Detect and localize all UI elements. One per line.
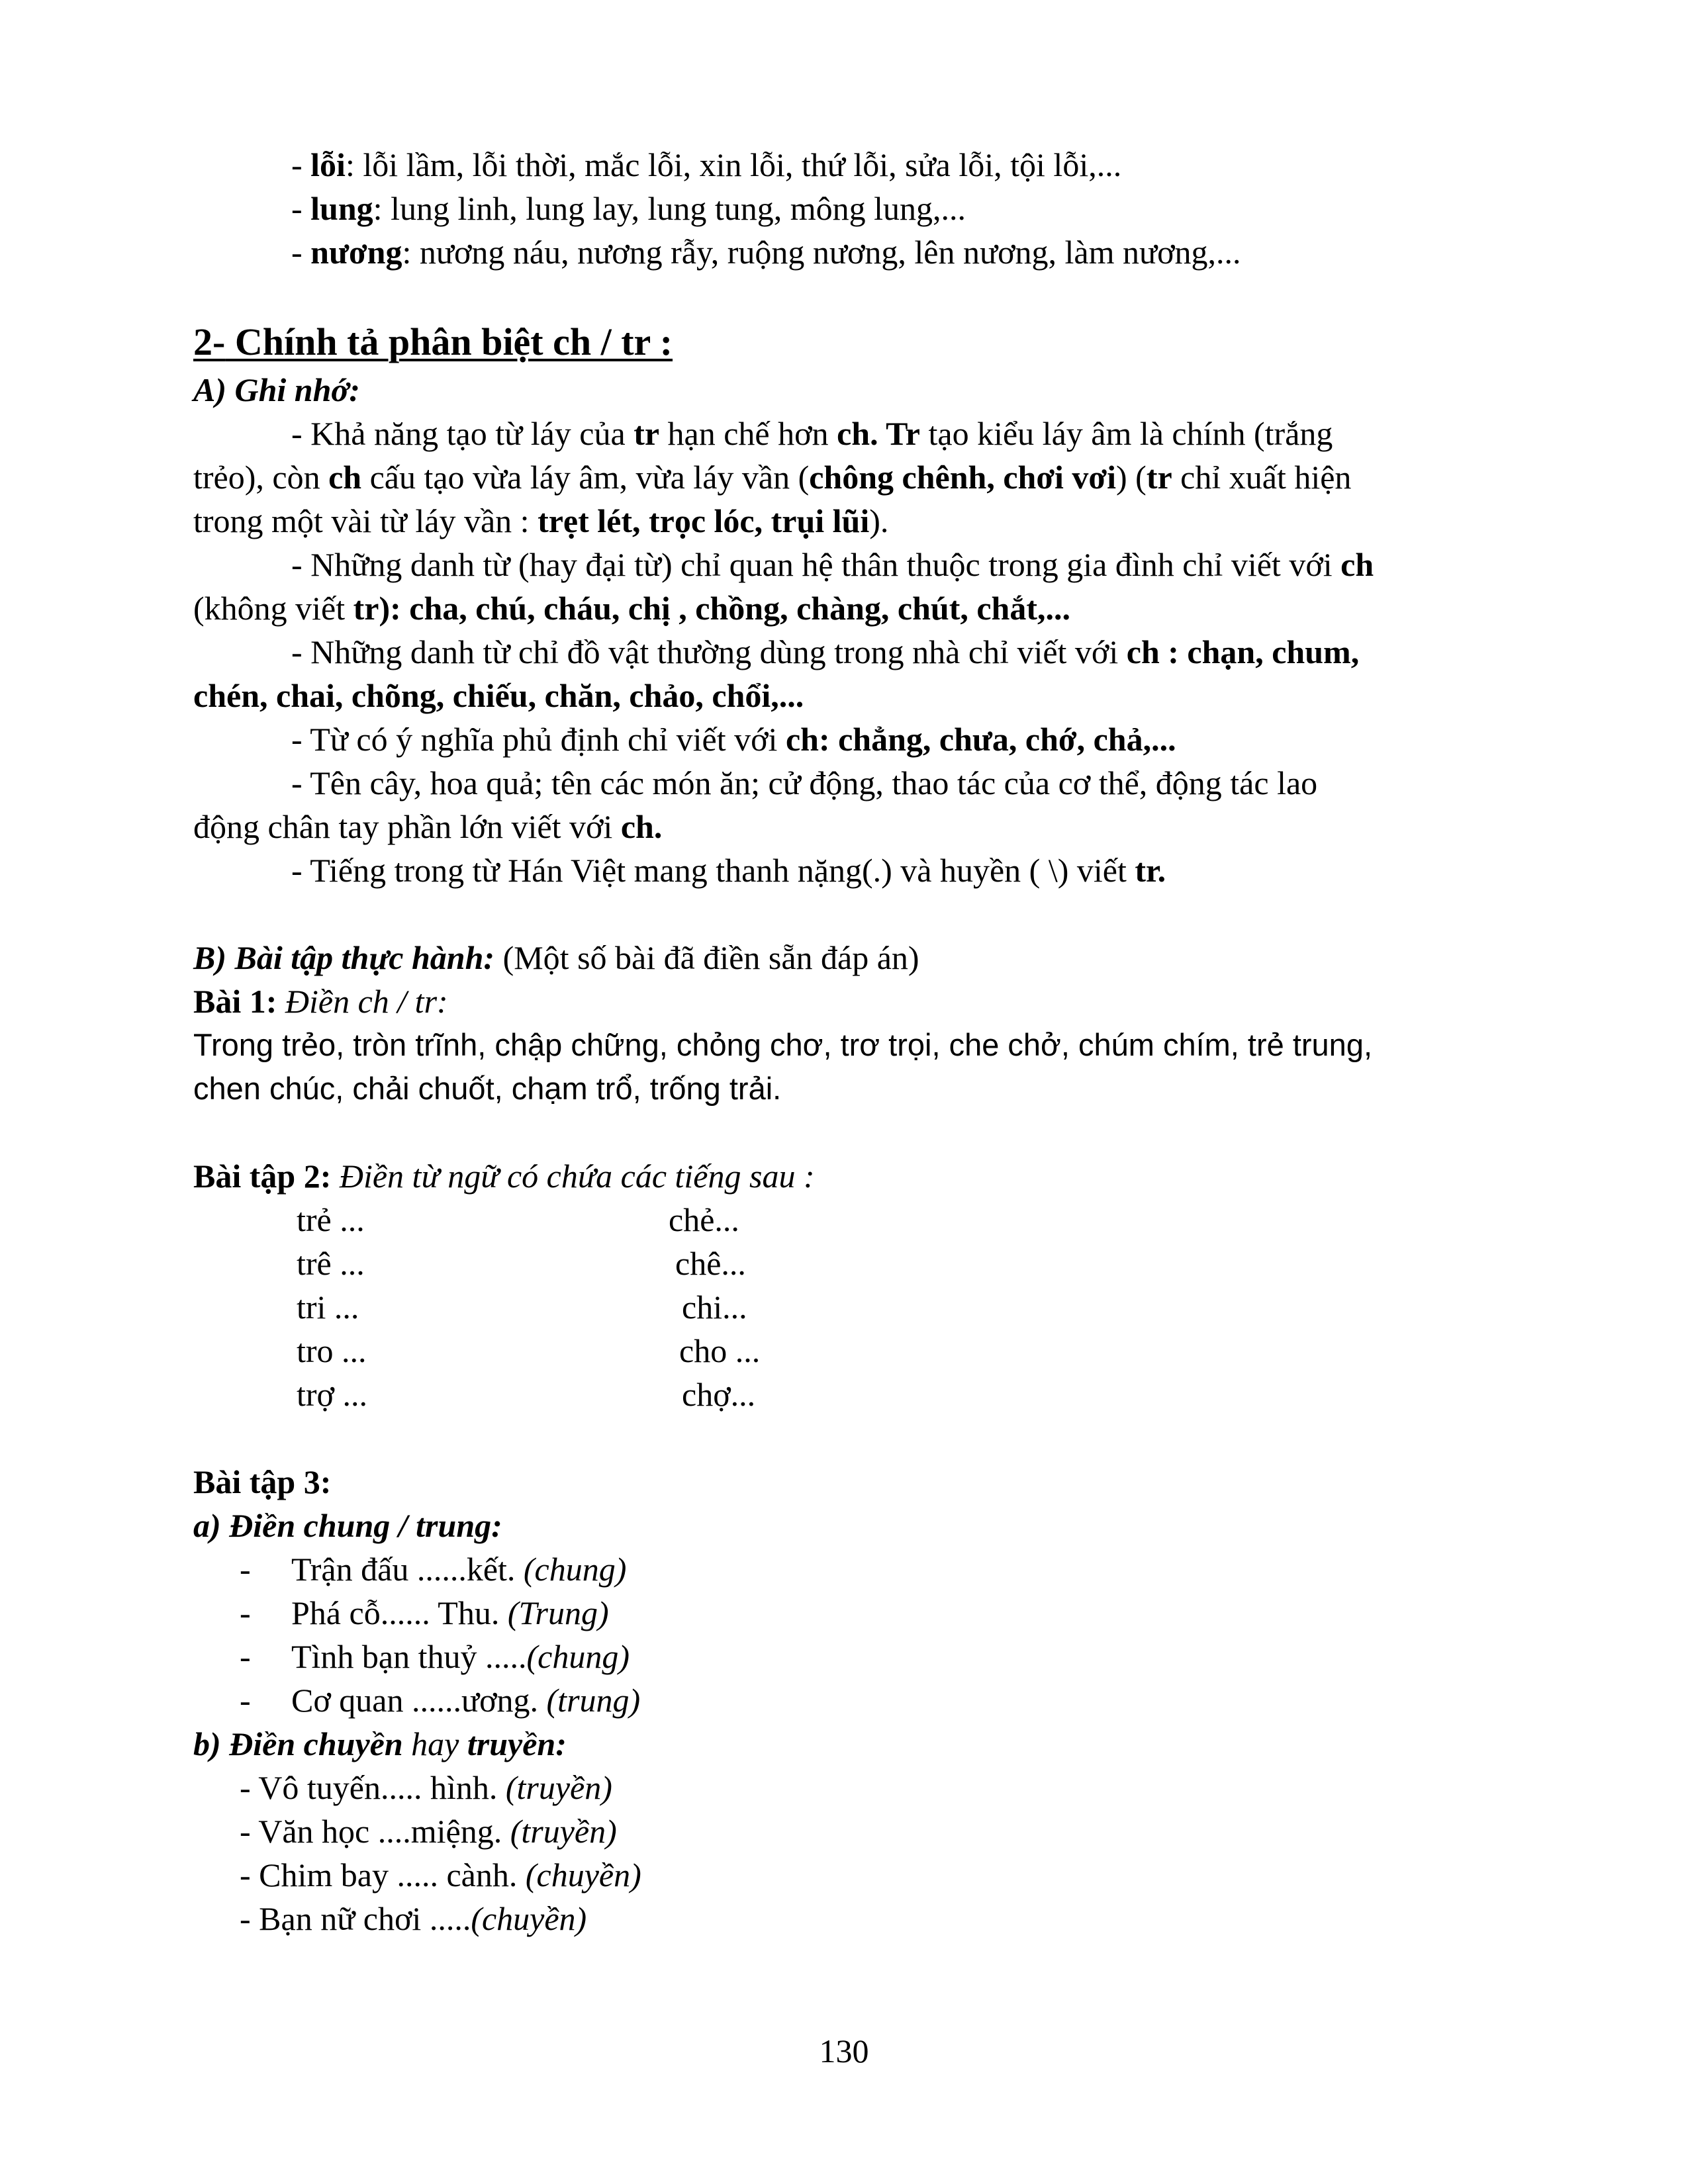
- rule-1-line-3: trong một vài từ láy vần : trẹt lét, trọc lóc, trụi lũi).: [193, 502, 889, 539]
- section-title: Chính tả phân biệt ch / tr :: [225, 320, 673, 363]
- exercise-3-title: Bài tập 3:: [193, 1463, 332, 1500]
- exercise-3b-item-1: - Vô tuyến..... hình. (truyền): [240, 1769, 612, 1806]
- rule-5-line-1: - Tên cây, hoa quả; tên các món ăn; cử động, thao tác của cơ thể, động tác lao: [291, 764, 1318, 801]
- exercise-2-title: Bài tập 2: Điền từ ngữ có chứa các tiếng sau :: [193, 1158, 815, 1195]
- rule-3-line-1: - Những danh từ chỉ đồ vật thường dùng trong nhà chỉ viết với ch : chạn, chum,: [291, 633, 1360, 670]
- exercise-2-left-4: tro ...: [297, 1332, 367, 1369]
- exercise-3a-dash-3: -: [240, 1638, 251, 1675]
- exercise-3b-item-3: - Chim bay ..... cành. (chuyền): [240, 1856, 641, 1893]
- exercise-3a-item-3: Tình bạn thuỷ .....(chung): [291, 1638, 630, 1675]
- rule-1-line-2: trẻo), còn ch cấu tạo vừa láy âm, vừa láy vần (chông chênh, chơi vơi) (tr chỉ xuất hiện: [193, 459, 1352, 496]
- list-item-nuong: - nương: nương náu, nương rẫy, ruộng nương, lên nương, làm nương,...: [291, 234, 1241, 271]
- exercise-2-right-3: chi...: [682, 1289, 747, 1326]
- exercise-3b-item-4: - Bạn nữ chơi .....(chuyền): [240, 1900, 587, 1937]
- term-lung: lung: [310, 190, 373, 227]
- exercise-3a-item-2: Phá cỗ...... Thu. (Trung): [291, 1594, 609, 1631]
- exercise-2-left-3: tri ...: [297, 1289, 359, 1326]
- page-number: 130: [819, 2032, 869, 2070]
- term-nuong: nương: [310, 234, 402, 271]
- exercise-2-left-2: trê ...: [297, 1245, 365, 1282]
- exercise-3b-item-2: - Văn học ....miệng. (truyền): [240, 1813, 617, 1850]
- exercise-2-left-5: trợ ...: [297, 1376, 367, 1413]
- exercise-3a-dash-4: -: [240, 1682, 251, 1719]
- exercise-3a-item-1: Trận đấu ......kết. (chung): [291, 1551, 627, 1588]
- exercise-2-right-1: chẻ...: [669, 1201, 739, 1238]
- exercise-2-right-4: cho ...: [679, 1332, 761, 1369]
- exercise-2-left-1: trẻ ...: [297, 1201, 365, 1238]
- exercise-3a-dash-1: -: [240, 1551, 251, 1588]
- rule-6: - Tiếng trong từ Hán Việt mang thanh nặng(.) và huyền ( \) viết tr.: [291, 852, 1166, 889]
- exercise-3b-heading: b) Điền chuyền hay truyền:: [193, 1725, 567, 1762]
- exercise-1-line-2: chen chúc, chải chuốt, chạm trổ, trống trải.: [193, 1071, 782, 1106]
- section-number: 2-: [193, 320, 226, 363]
- subheading-bai-tap: B) Bài tập thực hành: (Một số bài đã điền sẵn đáp án): [193, 939, 919, 976]
- rule-1-line-1: - Khả năng tạo từ láy của tr hạn chế hơn ch. Tr tạo kiểu láy âm là chính (trắng: [291, 415, 1333, 452]
- exercise-1-line-1: Trong trẻo, tròn trĩnh, chập chững, chỏng chơ, trơ trọi, che chở, chúm chím, trẻ trung,: [193, 1027, 1373, 1062]
- list-item-loi: - lỗi: lỗi lầm, lỗi thời, mắc lỗi, xin lỗi, thứ lỗi, sửa lỗi, tội lỗi,...: [291, 146, 1122, 183]
- rule-4: - Từ có ý nghĩa phủ định chỉ viết với ch: chẳng, chưa, chớ, chả,...: [291, 721, 1176, 758]
- rule-2-line-1: - Những danh từ (hay đại từ) chỉ quan hệ thân thuộc trong gia đình chỉ viết với ch: [291, 546, 1374, 583]
- rule-2-line-2: (không viết tr): cha, chú, cháu, chị , chồng, chàng, chút, chắt,...: [193, 590, 1071, 627]
- exercise-3a-dash-2: -: [240, 1594, 251, 1631]
- rule-3-line-2: chén, chai, chõng, chiếu, chăn, chảo, chổi,...: [193, 677, 804, 714]
- subheading-ghi-nho: A) Ghi nhớ:: [193, 371, 360, 408]
- exercise-3a-item-4: Cơ quan ......ương. (trung): [291, 1682, 641, 1719]
- rule-5-line-2: động chân tay phần lớn viết với ch.: [193, 808, 663, 845]
- exercise-2-right-5: chợ...: [682, 1376, 756, 1413]
- exercise-2-right-2: chê...: [675, 1245, 746, 1282]
- term-loi: lỗi: [310, 146, 346, 183]
- section-heading: [193, 320, 673, 364]
- exercise-3a-heading: a) Điền chung / trung:: [193, 1507, 502, 1544]
- list-item-lung: - lung: lung linh, lung lay, lung tung, mông lung,...: [291, 190, 966, 227]
- exercise-1-title: Bài 1: Điền ch / tr:: [193, 983, 448, 1020]
